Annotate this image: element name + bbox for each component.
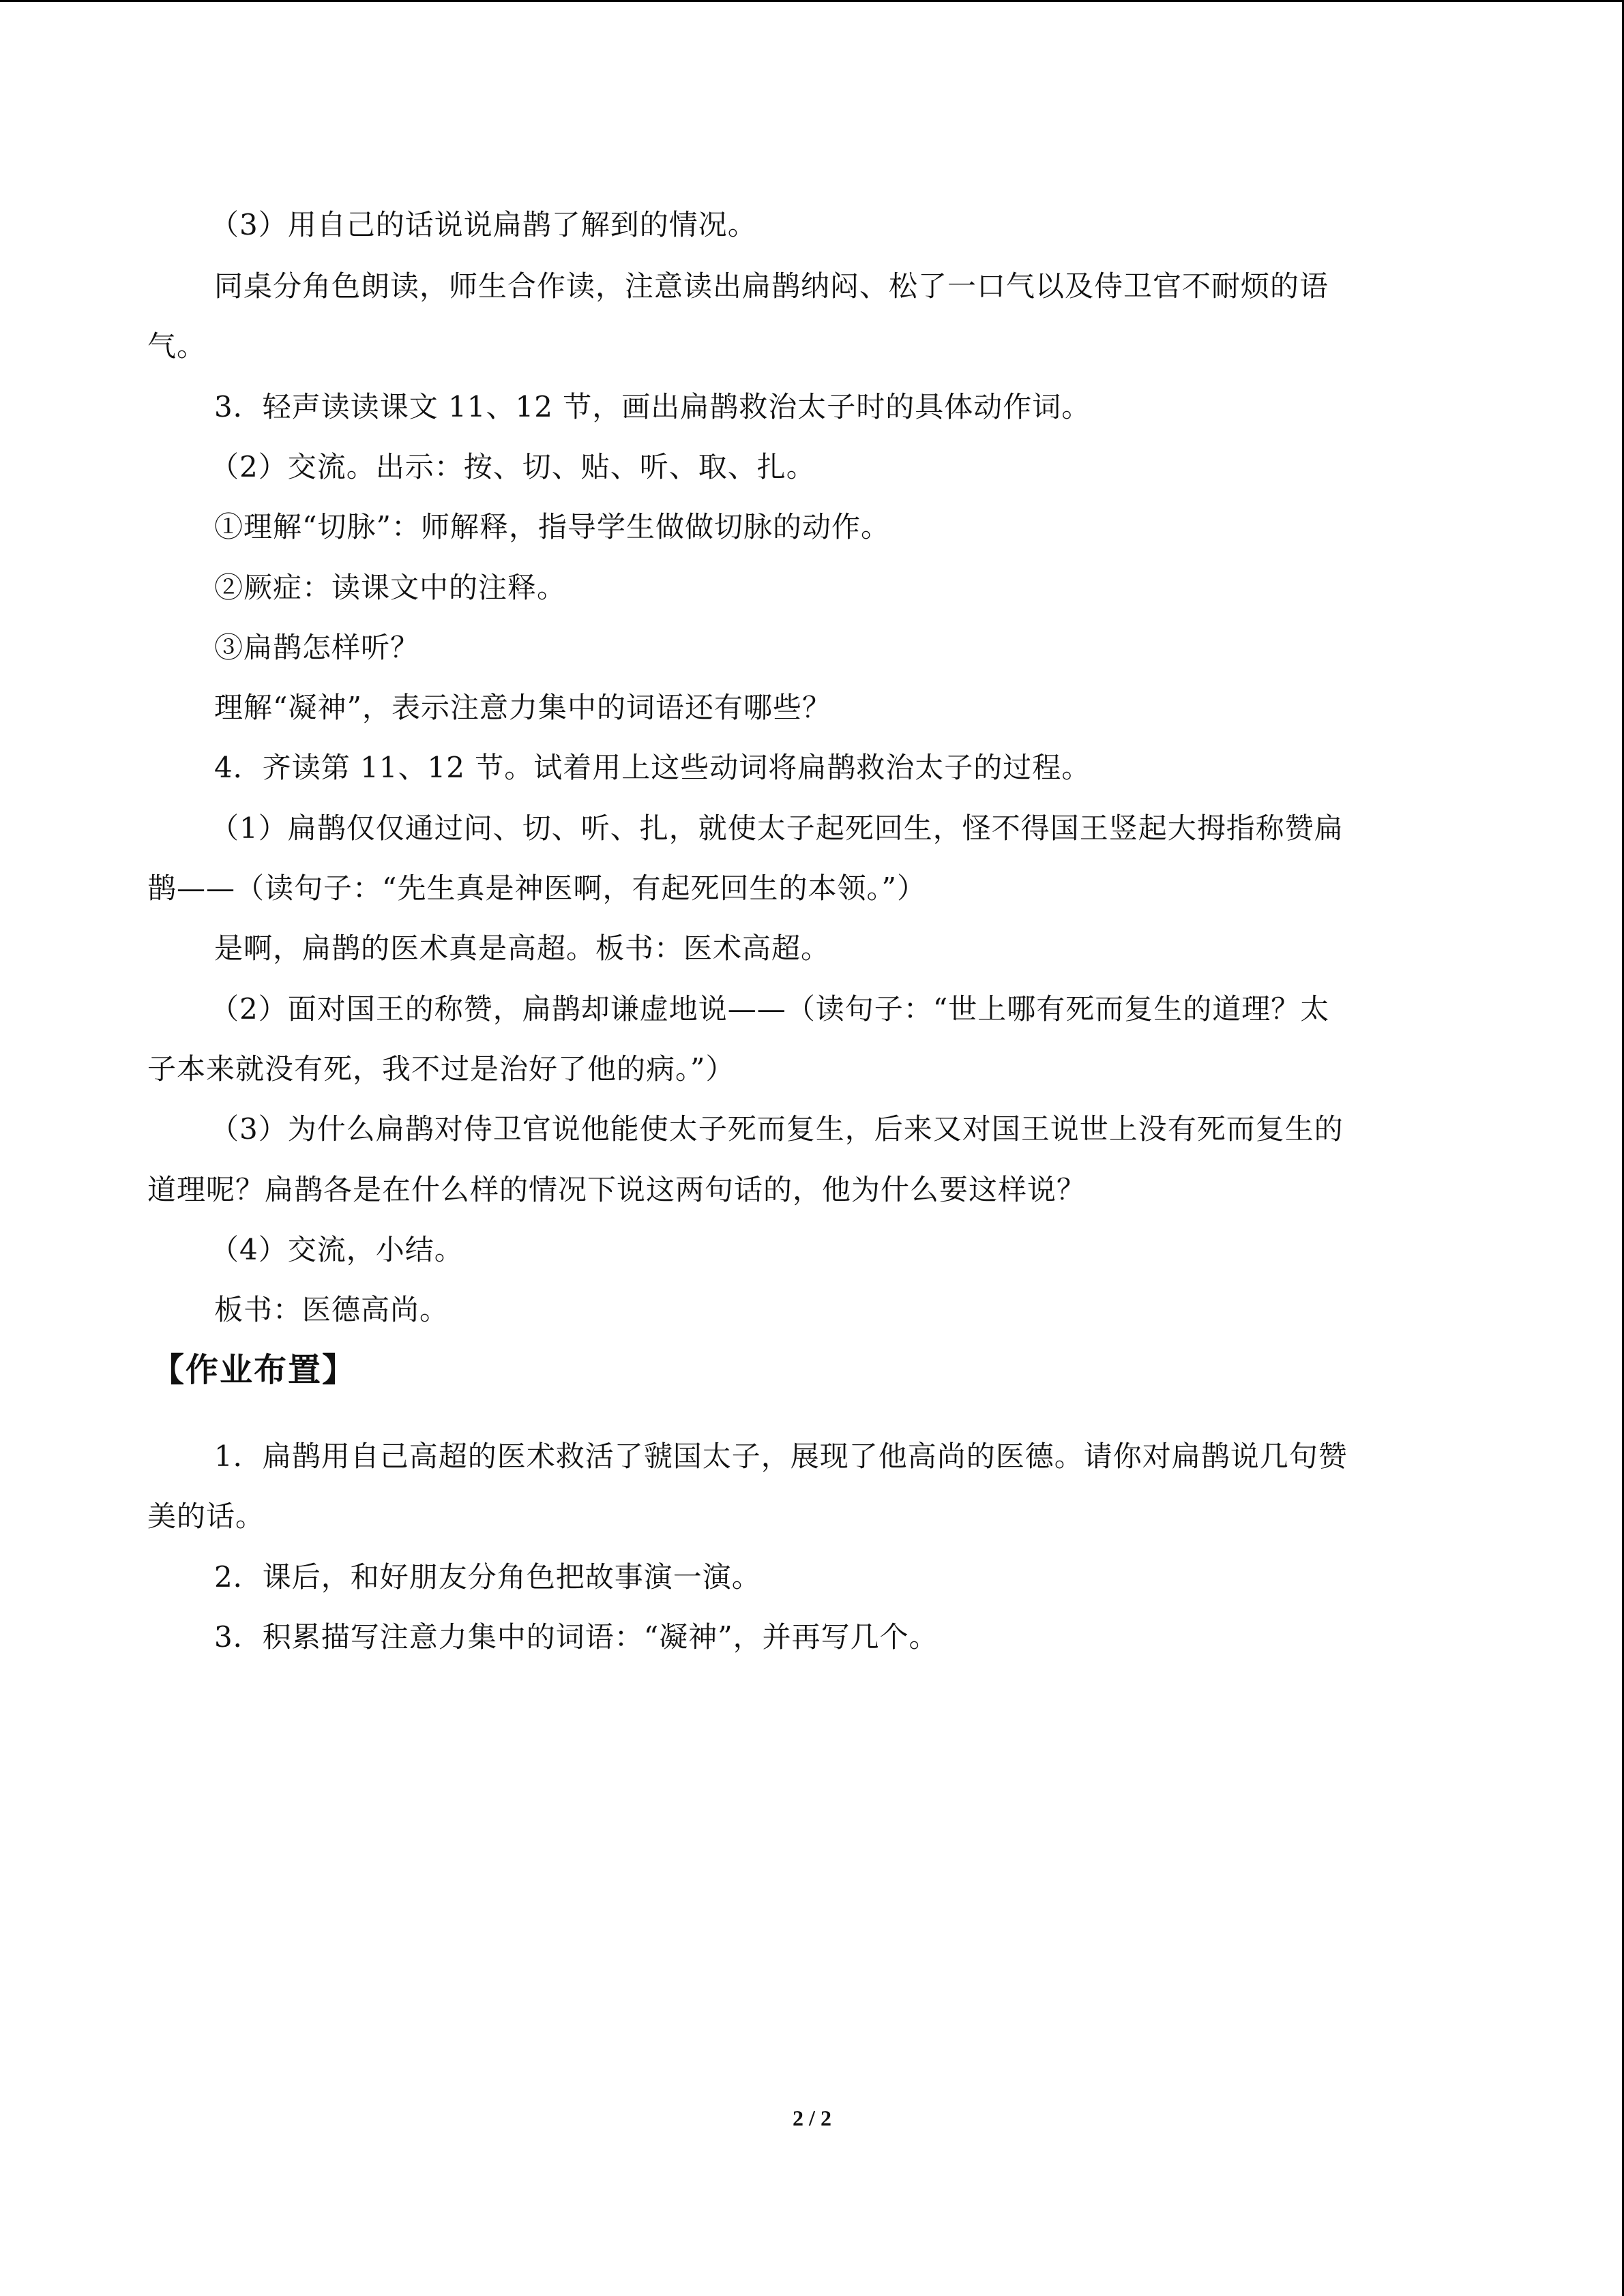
- homework-line: 2．课后，和好朋友分角色把故事演一演。: [214, 1560, 761, 1594]
- paragraph-line: 鹊——（读句子：“先生真是神医啊，有起死回生的本领。”）: [147, 871, 926, 905]
- paragraph-line: ①理解“切脉”：师解释，指导学生做做切脉的动作。: [214, 510, 890, 543]
- homework-line: 3．积累描写注意力集中的词语：“凝神”，并再写几个。: [214, 1620, 939, 1654]
- paragraph-line: ③扁鹊怎样听？: [214, 631, 420, 664]
- paragraph-line: （4）交流，小结。: [210, 1233, 464, 1266]
- paragraph-line: 理解“凝神”，表示注意力集中的词语还有哪些？: [214, 691, 831, 724]
- paragraph-line: ②厥症：读课文中的注释。: [214, 571, 567, 604]
- paragraph-line: 4．齐读第 11、12 节。试着用上这些动词将扁鹊救治太子的过程。: [214, 751, 1091, 784]
- paragraph-line: 板书：医德高尚。: [214, 1293, 449, 1326]
- page-border-top: [0, 0, 1624, 2]
- paragraph-line: （2）面对国王的称赞，扁鹊却谦虚地说——（读句子：“世上哪有死而复生的道理？太: [210, 992, 1330, 1026]
- paragraph-line: 子本来就没有死，我不过是治好了他的病。”）: [147, 1052, 735, 1086]
- homework-line: 1．扁鹊用自己高超的医术救活了虢国太子，展现了他高尚的医德。请你对扁鹊说几句赞: [214, 1440, 1348, 1473]
- paragraph-line: 道理呢？扁鹊各是在什么样的情况下说这两句话的，他为什么要这样说？: [147, 1173, 1087, 1206]
- paragraph-line: （2）交流。出示：按、切、贴、听、取、扎。: [210, 450, 816, 483]
- paragraph-line: （1）扁鹊仅仅通过问、切、听、扎，就使太子起死回生，怪不得国王竖起大拇指称赞扁: [210, 811, 1344, 845]
- page-number: 2 / 2: [793, 2106, 831, 2130]
- paragraph-line: 同桌分角色朗读，师生合作读，注意读出扁鹊纳闷、松了一口气以及侍卫官不耐烦的语: [214, 269, 1329, 303]
- paragraph-line: 是啊，扁鹊的医术真是高超。板书：医术高超。: [214, 931, 831, 965]
- paragraph-line: （3）用自己的话说说扁鹊了解到的情况。: [210, 208, 757, 241]
- homework-heading: 【作业布置】: [151, 1351, 357, 1389]
- paragraph-line: （3）为什么扁鹊对侍卫官说他能使太子死而复生，后来又对国王说世上没有死而复生的: [210, 1112, 1344, 1146]
- homework-line: 美的话。: [147, 1500, 265, 1533]
- paragraph-line: 气。: [147, 329, 207, 363]
- paragraph-line: 3．轻声读读课文 11、12 节，画出扁鹊救治太子时的具体动作词。: [214, 390, 1091, 423]
